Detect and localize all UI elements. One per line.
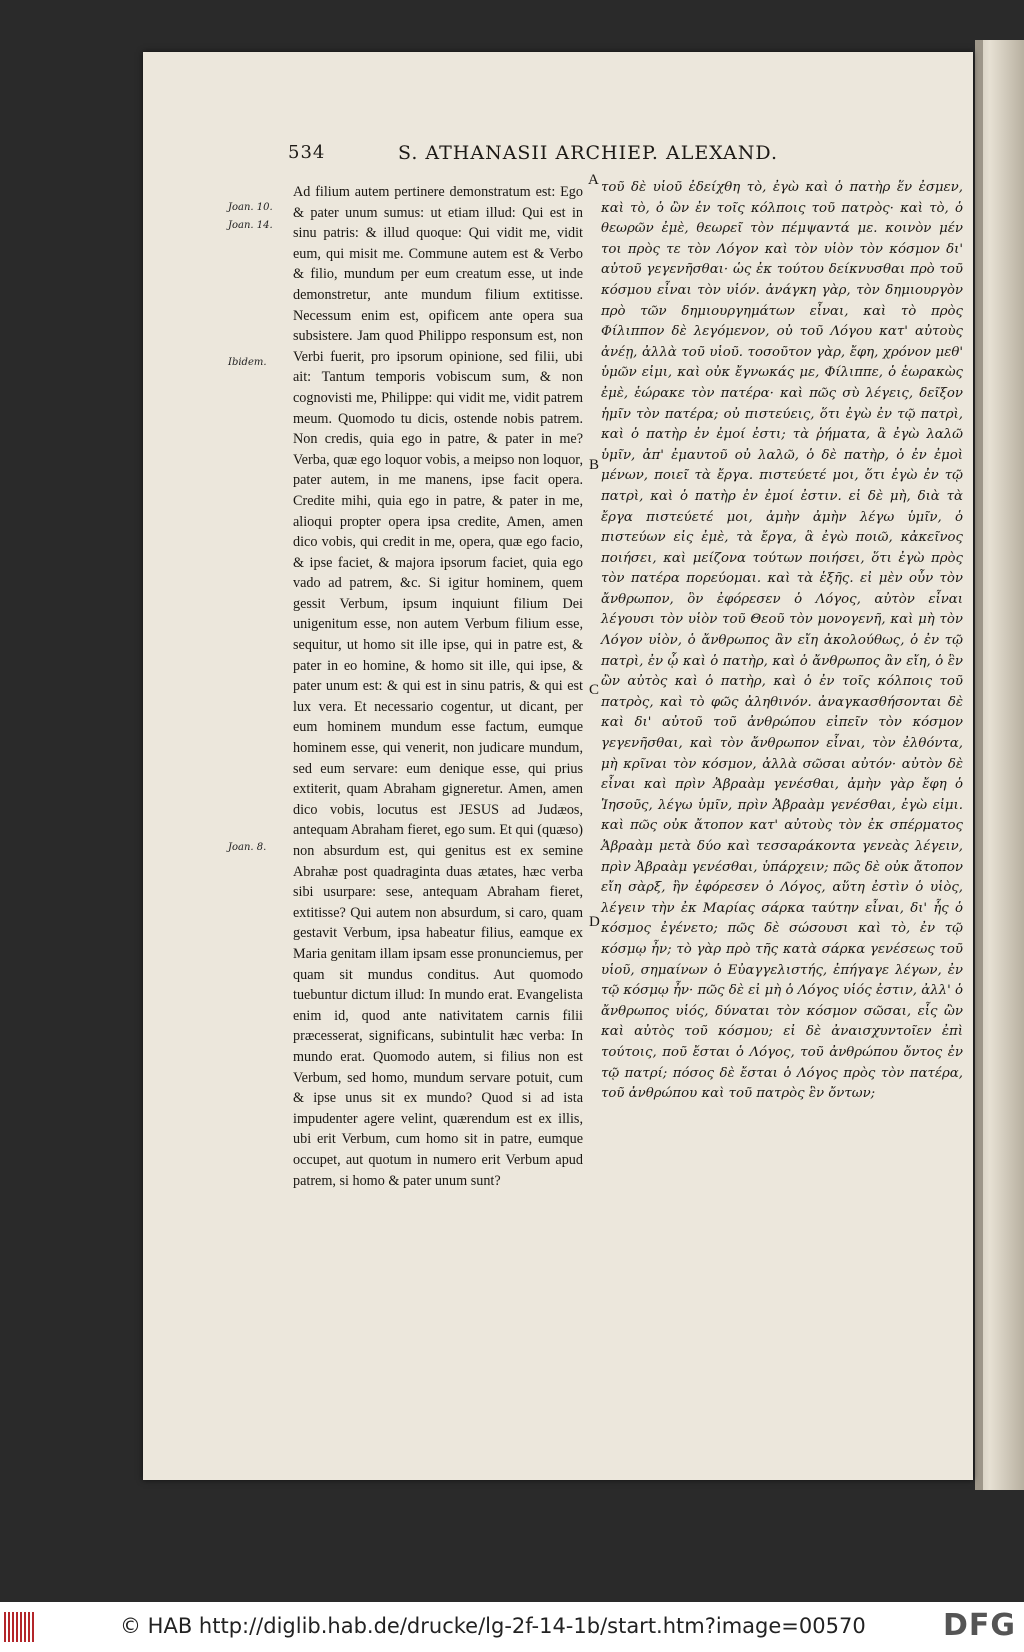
adjacent-page-edge xyxy=(975,40,1024,1490)
page-title: S. ATHANASII ARCHIEP. ALEXAND. xyxy=(398,142,778,164)
margin-note: Joan. 8. xyxy=(228,842,267,853)
margin-note: Joan. 14. xyxy=(228,220,273,231)
greek-column: τοῦ δὲ υἱοῦ ἐδείχθη τὸ, ἐγὼ καὶ ὁ πατὴρ ἕν ἐσμεν, καὶ τὸ, ὁ ὢν ἐν τοῖς κόλποις τοῦ πατρὸς· καὶ τὸ, ὁ θεωρῶν ἐμὲ, θεωρεῖ τὸν πέμψαντά με. κοινὸν μέν τοι πρὸς τε τὸν Λόγον καὶ τὸν υἱὸν τὸν κόσμον δι' αὐτοῦ γεγενῆσθαι· ὡς ἐκ τούτου δείκνυσθαι πρὸ τοῦ κόσμου εἶναι τὸν υἱόν. ἀνάγκη γὰρ, τὸν δημιουργὸν πρὸ τῶν δημιουργημάτων εἶναι, καὶ τὸ πρὸς Φίλιππον δὲ λεγόμενον, οὐ τοῦ Λόγου κατ' αὐτοὺς ἀνέῃ, ἀλλὰ τοῦ υἱοῦ. τοσοῦτον γὰρ, ἔφη, χρόνον μεθ' ὑμῶν εἰμι, καὶ οὐκ ἔγνωκάς με, Φίλιππε, ὁ ἑωρακὼς ἐμὲ, ἑώρακε τὸν πατέρα· καὶ πῶς σὺ λέγεις, δεῖξον ἡμῖν τὸν πατέρα; οὐ πιστεύεις, ὅτι ἐγὼ ἐν τῷ πατρὶ, καὶ ὁ πατὴρ ἐν ἐμοί ἐστι; τὰ ῥήματα, ἃ ἐγὼ λαλῶ ὑμῖν, ἀπ' ἐμαυτοῦ οὐ λαλῶ, ὁ δὲ πατὴρ, ὁ ἐν ἐμοὶ μένων, ποιεῖ τὰ ἔργα. πιστεύετέ μοι, ὅτι ἐγὼ ἐν τῷ πατρὶ, καὶ ὁ πατὴρ ἐν ἐμοί ἐστιν. εἰ δὲ μὴ, διὰ τὰ ἔργα πιστεύετέ μοι, ἀμὴν ἀμὴν λέγω ὑμῖν, ὁ πιστεύων εἰς ἐμὲ, τὰ ἔργα, ἃ ἐγὼ ποιῶ, κἀκεῖνος ποιήσει, καὶ μείζονα τούτων ποιήσει, ὅτι ἐγὼ πρὸς τὸν πατέρα πορεύομαι. καὶ τὰ ἑξῆς. εἰ μὲν οὖν τὸν ἄνθρωπον, ὃν ἐφόρεσεν ὁ Λόγος, αὐτὸν εἶναι λέγουσι τὸν υἱὸν τοῦ Θεοῦ τὸν μονογενῆ, καὶ μὴ τὸν Λόγον υἱὸν, ὁ ἄνθρωπος ἂν εἴη ἀκολούθως, ὁ ἐν τῷ πατρὶ, ἐν ᾧ καὶ ὁ πατὴρ, καὶ ὁ ἄνθρωπος ἂν εἴη, ὁ ἓν ὢν αὐτὸς καὶ ὁ πατὴρ, καὶ ὁ ἐν τοῖς κόλποις τοῦ πατρὸς, καὶ τὸ φῶς ἀληθινόν. ἀναγκασθήσονται δὲ καὶ δι' αὐτοῦ τοῦ ἀνθρώπου εἰπεῖν τὸν κόσμον γεγενῆσθαι, καὶ τὸν ἄνθρωπον εἶναι, τὸν ἐλθόντα, μὴ κρῖναι τὸν κόσμον, ἀλλὰ σῶσαι αὐτόν· αὐτὸν δὲ εἶναι καὶ πρὶν Ἀβραὰμ γενέσθαι, ἀμὴν γὰρ ἔφη ὁ Ἰησοῦς, λέγω ὑμῖν, πρὶν Ἀβραὰμ γενέσθαι, ἐγὼ εἰμι. καὶ πῶς οὐκ ἄτοπον κατ' αὐτοὺς τὸν ἐκ σπέρματος Ἀβραὰμ μετὰ δύο καὶ τεσσαράκοντα γενεὰς λέγειν, πρὶν Ἀβραὰμ γενέσθαι, ὑπάρχειν; πῶς δὲ οὐκ ἄτοπον εἴη σὰρξ, ἣν ἐφόρεσεν ὁ Λόγος, αὕτη ἐστὶν ὁ υἱὸς, λέγειν τὴν ἐκ Μαρίας σάρκα ταύτην εἶναι, δι' ἧς ὁ κόσμος ἐγένετο; πῶς δὲ σώσουσι καὶ τὸ, ἐν τῷ κόσμῳ ἦν; τὸ γὰρ πρὸ τῆς κατὰ σάρκα γενέσεως τοῦ υἱοῦ, σημαίνων ὁ Εὐαγγελιστής, ἐπήγαγε λέγων, ἐν τῷ κόσμῳ ἦν· πῶς δὲ εἰ μὴ ὁ Λόγος υἱός ἐστιν, ἀλλ' ὁ ἄνθρωπος υἱός, δύναται τὸν κόσμον σῶσαι, εἷς ὢν καὶ αὐτὸς τοῦ κόσμου; εἰ δὲ ἀναισχυντοῖεν ἐπὶ τούτοις, ποῦ ἔσται ὁ Λόγος, τοῦ ἀνθρώπου ὄντος ἐν τῷ πατρί; πόσος δὲ ἔσται ὁ Λόγος πρὸς τὸν πατέρα, τοῦ ἀνθρώπου καὶ τοῦ πατρὸς ἓν ὄντων; xyxy=(601,180,963,1102)
section-letter: B xyxy=(589,457,600,473)
book-page xyxy=(143,52,973,1480)
page-number: 534 xyxy=(288,142,326,163)
section-letter: C xyxy=(589,682,600,698)
viewer-footer xyxy=(0,1602,1024,1652)
hab-logo-icon xyxy=(4,1612,44,1642)
latin-column: Ad filium autem pertinere demonstratum est: Ego & pater unum sumus: ut etiam illud: Qui est in sinu patris: & illud quoque: Qui vidit me, vidit eum, qui misit me. Commune autem est & Verbo & filio, mundum per eum creatum esse, ut inde demonstretur, ante mundum filium extitisse. Necessum enim est, opificem ante opera sua subsistere. Jam quod Philippo responsum est, non Verbi fuerit, pro ipsorum opinione, sed filii, ubi ait: Tantum temporis vobiscum sum, & non cognovisti me, Philippe: qui vidit me, vidit patrem meum. Quomodo tu dicis, ostende nobis patrem. Non credis, quia ego in patre, & pater in me? Verba, quæ ego loquor vobis, a meipso non loquor, pater autem, in me manens, ipse facit opera. Credite mihi, quia ego in patre, & pater in me, alioqui propter opera ipsa credite, Amen, amen dico vobis, qui credit in me, opera, quæ ego facio, & ipse faciet, & majora ipsorum faciet, quia ego vado ad patrem, &c. Si igitur hominem, quem gessit Verbum, ipsum inquiunt filium Dei unigenitum esse, non autem Verbum filium esse, sequitur, ut homo sit ille ipse, qui in patre est, & pater in eo homine, & homo sit ille, qui ipse, & pater unum est: & qui est in sinu patris, & qui est lux vera. Et necessario cogentur, ut dicant, per eum hominem mundum esse factum, eumque hominem esse, qui venerit, non judicare mundum, sed eum servare: eum denique esse, qui prius extiterit, quam Abraham gigneretur. Amen, amen dico vobis, locutus est JESUS ad Judæos, antequam Abraham fieret, ego sum. Et qui (quæso) non absurdum est, qui genitus est ex semine Abrahæ post quadraginta duas ætates, hæc verba sibi usurpare: sese, antequam Abraham fieret, extitisse? Qui autem non absurdum, si caro, quam gestavit Verbum, ipsa habeatur filius, eamque ex Maria genitam illam ipsam esse pronunciemus, per quam sit mundus conditus. Aut quomodo tuebuntur dictum illud: In mundo erat. Evangelista enim id, quod ante nativitatem carnis filii præcesserat, significans, subintulit hæc verba: In mundo erat. Quomodo autem, si filius non est Verbum, sed homo, mundum servare potuit, cum & ipse unus sit ex mundo? Quod si ad ista impudenter agere velint, quærendum est ex illis, ubi erit Verbum, cum homo sit in patre, eumque occupet, aut quotum in numero erit Verbum apud patrem, si homo & pater unum sunt? xyxy=(293,184,583,1189)
section-letter: A xyxy=(588,172,599,188)
source-credit-link[interactable]: © HAB http://diglib.hab.de/drucke/lg-2f-14-1b/start.htm?image=00570 xyxy=(120,1614,866,1638)
dfg-logo: DFG xyxy=(942,1608,1016,1643)
section-letter: D xyxy=(589,914,600,930)
margin-note: Ibidem. xyxy=(228,357,267,368)
margin-note: Joan. 10. xyxy=(228,202,273,213)
